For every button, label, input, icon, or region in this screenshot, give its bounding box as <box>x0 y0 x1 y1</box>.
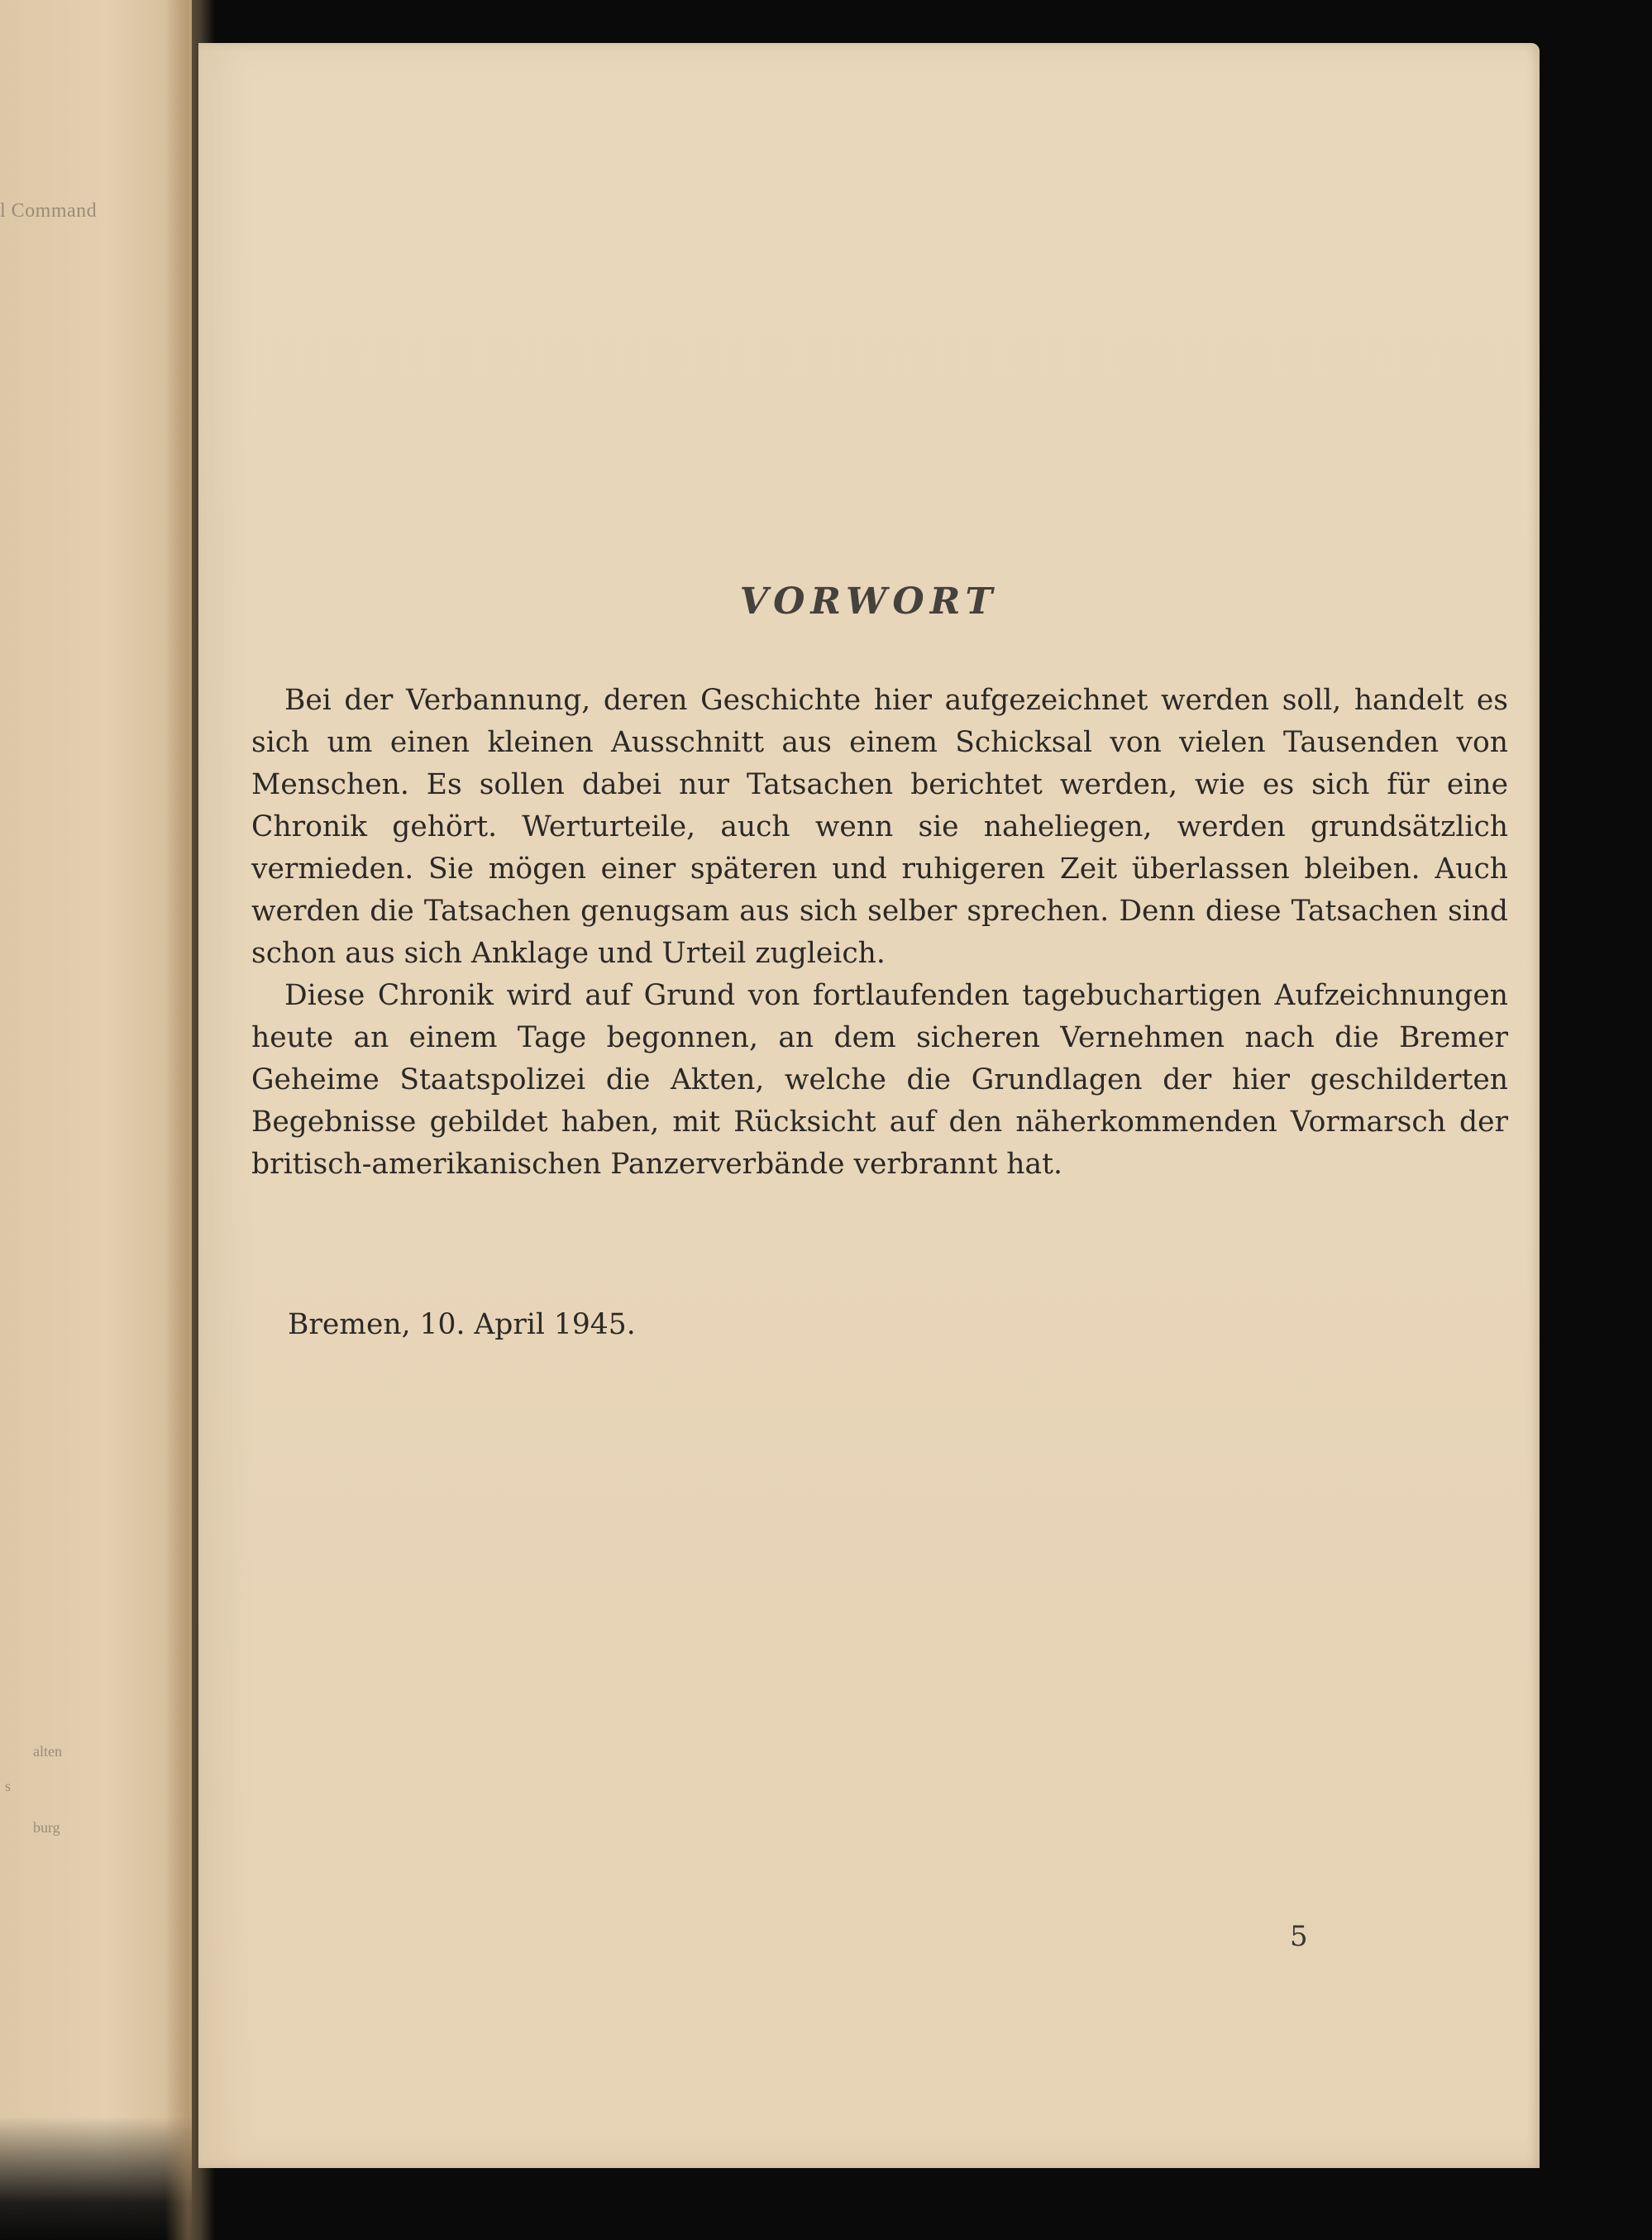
book-page <box>198 43 1540 2168</box>
date-line: Bremen, 10. April 1945. <box>288 1308 636 1341</box>
page-title: VORWORT <box>739 580 999 623</box>
facing-page <box>0 0 192 2240</box>
facing-page-text-fragment: s <box>5 1778 12 1794</box>
paragraph: Bei der Verbannung, deren Geschichte hier aufgezeichnet werden soll, handelt es sich um einen kleinen Ausschnitt aus einem Schicksal von vielen Tausenden von Menschen. Es sollen dabei nur Tatsachen berichtet werden, wie es sich für eine Chronik gehört. Werturteile, auch wenn sie naheliegen, werden grundsätzlich vermieden. Sie mögen einer späteren und ruhigeren Zeit überlassen bleiben. Auch werden die Tatsachen genugsam aus sich selber sprechen. Denn diese Tatsachen sind schon aus sich Anklage und Urteil zugleich. <box>251 684 1508 970</box>
body-text <box>251 680 1508 1186</box>
facing-page-header-fragment: l Command <box>0 200 98 222</box>
facing-page-text-fragment: burg <box>33 1819 60 1836</box>
facing-page-text-fragment: alten <box>33 1743 62 1760</box>
page-number: 5 <box>1290 1920 1308 1953</box>
paragraph: Diese Chronik wird auf Grund von fortlaufenden tagebuchartigen Aufzeichnungen heute an einem Tage begonnen, an dem sicheren Vernehmen nach die Bremer Geheime Staatspolizei die Akten, welche die Grundlagen der hier geschilderten Begebnisse gebildet haben, mit Rücksicht auf den näherkommenden Vormarsch der britisch-amerikanischen Panzerverbände verbrannt hat. <box>251 979 1508 1181</box>
